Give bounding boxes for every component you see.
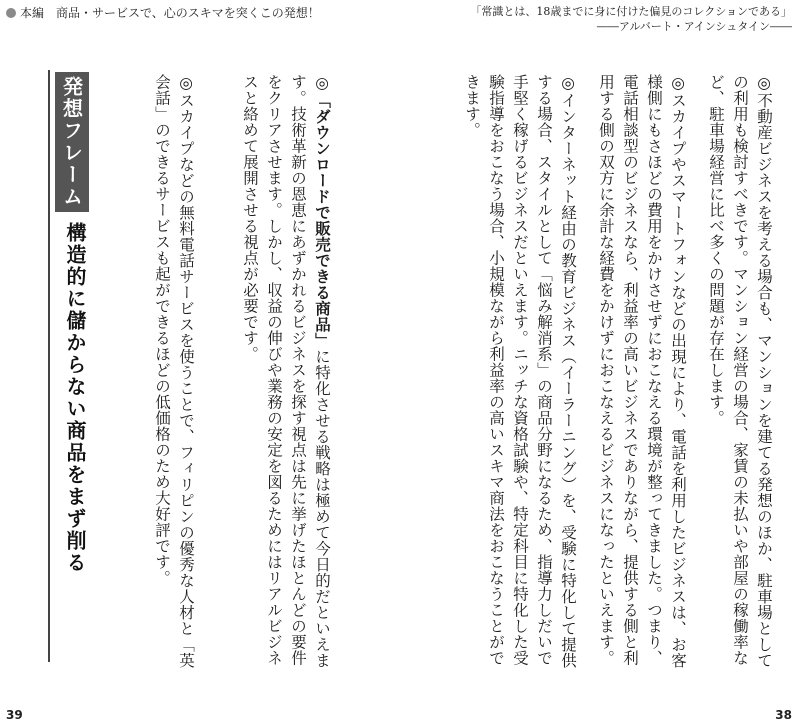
download-mark: ◎	[313, 74, 331, 93]
section-header	[6, 4, 320, 21]
download-body: に特化させる戦略は極めて今日的だといえます。技術革新の恩恵にあずかれるビジネスを探す視点は先に挙げたほとんどの要件をクリアさせます。しかし、収益の伸びや業務の安定を図るためにはリアルビジネスと絡めて展開させる視点が必要です。	[241, 74, 331, 669]
frame-divider-line	[48, 70, 50, 662]
download-highlight: 「ダウンロードで販売できる商品」	[313, 92, 331, 349]
download-text-block	[238, 74, 334, 674]
right-page-text	[388, 74, 776, 674]
paragraph-e-learning: ◎インターネット経由の教育ビジネス（イーラーニング）を、受験に特化して提供する場合、スタイルとして「悩み解消系」の商品分野になるため、指導力しだいで手堅く稼げるビジネスだといえます。ニッチな資格試験や、特定科目に特化した受験指導をおこなう場合、小規模ながら利益率の高いスキマ商法をおこなうことができます。	[463, 74, 577, 669]
frame-label: 発想フレーム	[55, 72, 89, 212]
paragraph-skype-english: ◎スカイプなどの無料電話サービスを使うことで、フィリピンの優秀な人材と「英会話」のできるサービスも起ができるほどの低価格のため大好評です。	[153, 74, 195, 669]
paragraph-real-estate: ◎不動産ビジネスを考える場合も、マンションを建てる発想のほか、駐車場としての利用も検討すべきです。マンション経営の場合、家賃の未払いや部屋の稼働率など、駐車場経営に比べ多くの問題が存在します。	[707, 74, 773, 669]
page-quote	[470, 4, 792, 34]
quote-text: 「常識とは、18歳までに身に付けた偏見のコレクションである」	[470, 5, 792, 18]
skype-paragraph	[134, 74, 198, 674]
page-number-right: 38	[775, 708, 792, 722]
frame-title: 構造的に儲からない商品をまず削る	[63, 222, 87, 574]
download-paragraph	[212, 74, 334, 674]
paragraph-phone-business: ◎スカイプやスマートフォンなどの出現により、電話を利用したビジネスは、お客様側にもさほどの費用をかけさせずにおこなえる環境が整ってきました。つまり、電話相談型のビジネスなら、利益率の高いビジネスでありながら、提供する側と利用する側の双方に余計な経費をかけずにおこなえるビジネスになったといえます。	[597, 74, 687, 669]
section-title: 本編 商品・サービスで、心のスキマを突くこの発想！	[20, 6, 320, 20]
bullet-dot-icon	[6, 8, 16, 18]
page-number-left: 39	[6, 708, 23, 722]
quote-author: ――アルバート・アインシュタイン――	[596, 20, 792, 33]
